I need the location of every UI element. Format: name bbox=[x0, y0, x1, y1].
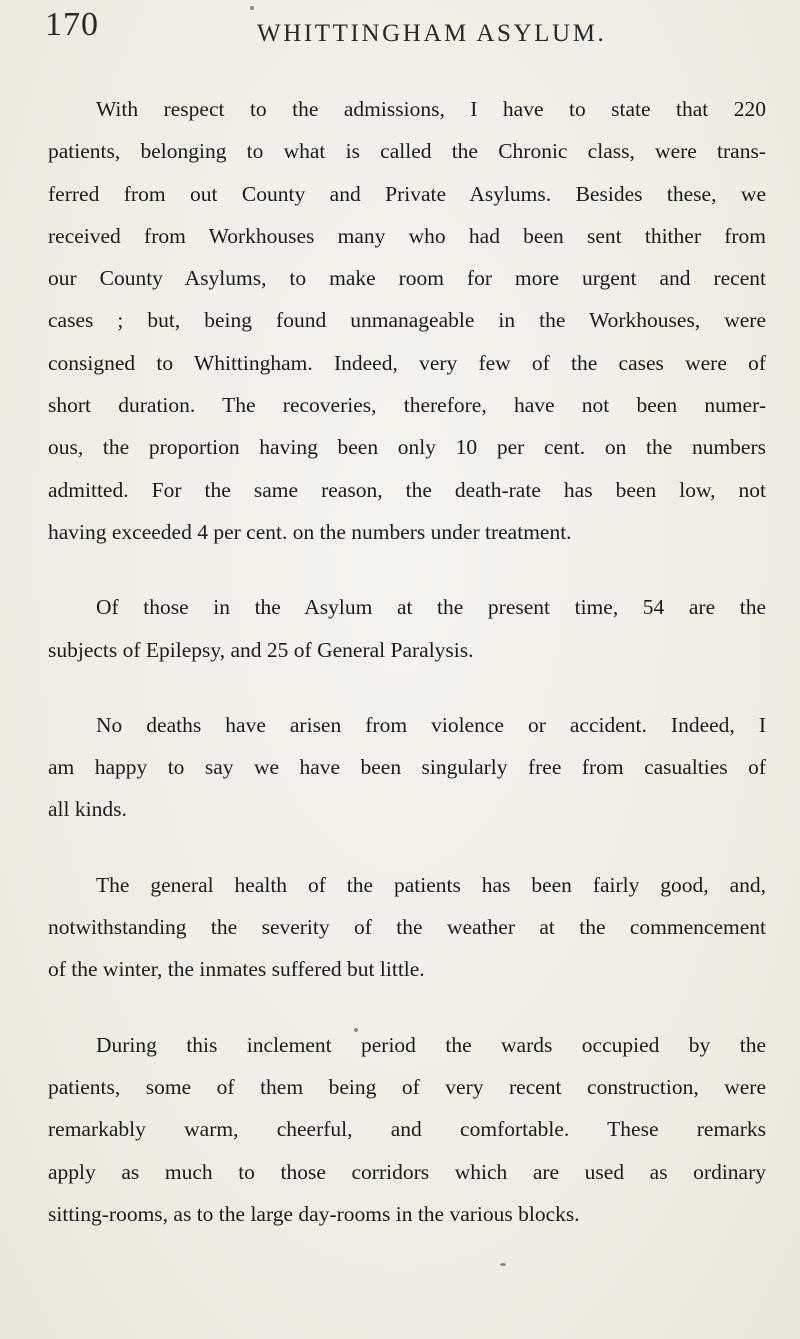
text-line: Of those in the Asylum at the present time, 54 are the bbox=[96, 595, 766, 620]
text-line: admitted. For the same reason, the death-rate has been low, not bbox=[48, 477, 766, 502]
text-line: ous, the proportion having been only 10 per cent. on the numbers bbox=[48, 435, 766, 460]
text-line: patients, some of them being of very recent construction, were bbox=[48, 1074, 766, 1099]
text-line: patients, belonging to what is called the Chronic class, were trans- bbox=[48, 139, 766, 164]
text-line: subjects of Epilepsy, and 25 of General Paralysis. bbox=[48, 637, 474, 662]
text-line: ferred from out County and Private Asylums. Besides these, we bbox=[48, 181, 766, 206]
text-line: short duration. The recoveries, therefore, have not been numer- bbox=[48, 393, 766, 418]
paper-speck bbox=[354, 1028, 358, 1032]
text-line: received from Workhouses many who had been sent thither from bbox=[48, 223, 766, 248]
page-header bbox=[45, 6, 765, 58]
text-line: am happy to say we have been singularly free from casualties of bbox=[48, 755, 766, 780]
page-number: 170 bbox=[45, 6, 99, 43]
text-line: consigned to Whittingham. Indeed, very few of the cases were of bbox=[48, 350, 766, 375]
paper-speck bbox=[500, 1263, 506, 1266]
text-line: having exceeded 4 per cent. on the numbers under treatment. bbox=[48, 519, 572, 544]
text-line: of the winter, the inmates suffered but little. bbox=[48, 957, 425, 982]
text-line: notwithstanding the severity of the weather at the commencement bbox=[48, 915, 766, 940]
text-line: all kinds. bbox=[48, 797, 127, 822]
text-line: During this inclement period the wards occupied by the bbox=[96, 1032, 766, 1057]
text-line: With respect to the admissions, I have to state that 220 bbox=[96, 97, 766, 121]
text-line: cases ; but, being found unmanageable in the Workhouses, were bbox=[48, 308, 766, 333]
paragraph-deaths bbox=[48, 704, 766, 831]
paragraph-admissions bbox=[48, 88, 766, 553]
text-line: No deaths have arisen from violence or accident. Indeed, I bbox=[96, 712, 766, 737]
text-line: apply as much to those corridors which are used as ordinary bbox=[48, 1159, 766, 1184]
paragraph-epilepsy bbox=[48, 586, 766, 671]
body-text bbox=[48, 78, 766, 1235]
text-line: our County Asylums, to make room for more urgent and recent bbox=[48, 266, 766, 291]
running-title: WHITTINGHAM ASYLUM. bbox=[257, 20, 607, 47]
text-line: The general health of the patients has been fairly good, and, bbox=[96, 872, 766, 897]
paragraph-general-health bbox=[48, 864, 766, 991]
text-line: sitting-rooms, as to the large day-rooms in the various blocks. bbox=[48, 1201, 580, 1226]
paragraph-wards bbox=[48, 1024, 766, 1235]
paper-speck bbox=[250, 6, 254, 10]
text-line: remarkably warm, cheerful, and comfortable. These remarks bbox=[48, 1117, 766, 1142]
